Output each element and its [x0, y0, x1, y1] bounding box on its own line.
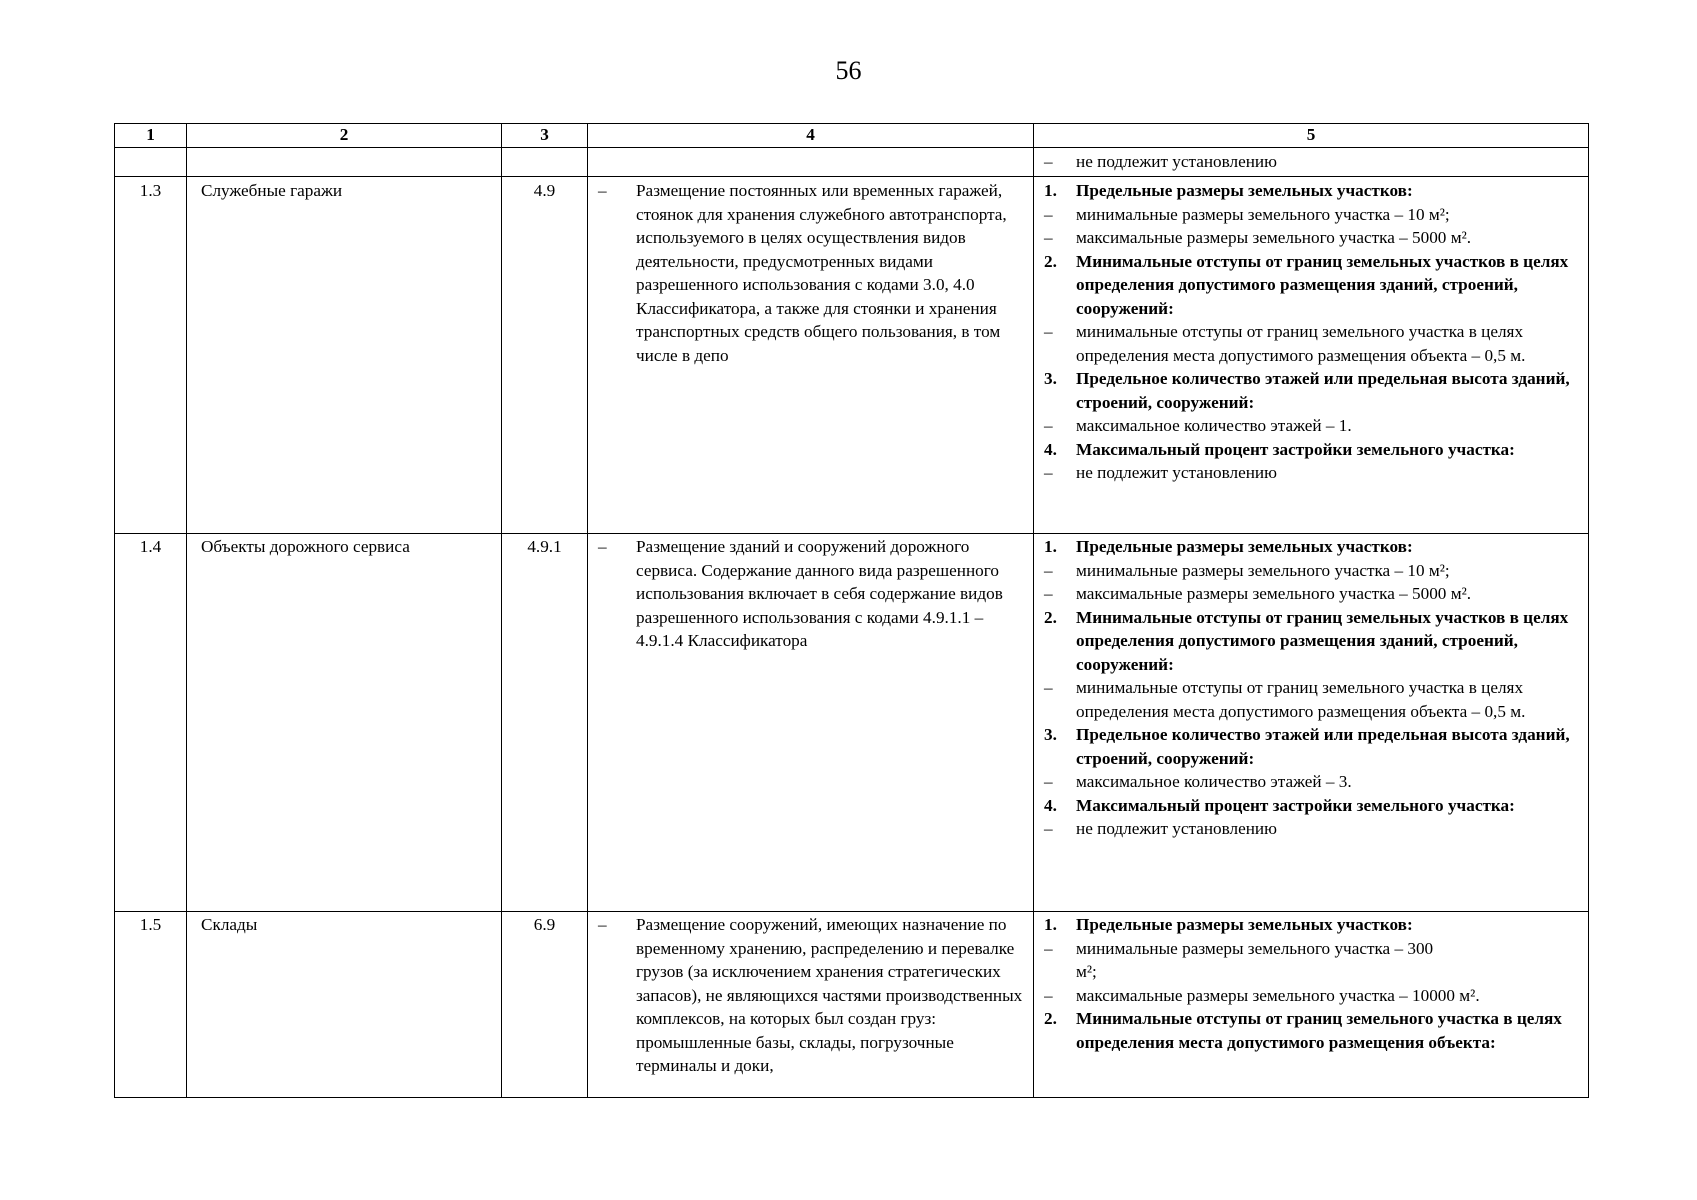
list-text: Минимальные отступы от границ земельных участков в целях определения допустимого размещения зданий, строений, сооружений:: [1076, 251, 1569, 318]
list-marker: –: [598, 915, 607, 934]
list-item: [1044, 606, 1582, 677]
list-item: [1044, 179, 1582, 203]
list-marker: –: [1044, 985, 1053, 1005]
list-item: [1044, 535, 1582, 559]
list-marker: 2.: [1044, 607, 1057, 627]
list-marker: 2.: [1044, 251, 1057, 271]
list-text: не подлежит установлению: [1076, 819, 1277, 838]
row-number: 1.3: [115, 177, 187, 534]
table-cell: [187, 148, 502, 177]
description-text: Размещение зданий и сооружений дорожного сервиса. Содержание данного вида разрешенного использования включает в себя содержание видов разрешенного использования с кодами 4.9.1.1 – 4.9.1.4 Классификатора: [636, 537, 1003, 650]
table-row: [115, 177, 1589, 534]
list-marker: 1.: [1044, 181, 1057, 200]
list-item: [1044, 794, 1582, 818]
table-cell: [115, 148, 187, 177]
list-text: максимальные размеры земельного участка – 5000 м².: [1076, 228, 1472, 247]
list-item: [1044, 913, 1582, 937]
table-cell: [588, 148, 1034, 177]
continuation-row: [115, 148, 1589, 177]
params-cell: [1034, 534, 1589, 912]
list-item: [1044, 770, 1582, 794]
list-item: [596, 179, 1025, 367]
list-item: [1044, 250, 1582, 321]
list-item: [1044, 1007, 1582, 1054]
row-name: Склады: [187, 912, 502, 1098]
row-number: 1.4: [115, 534, 187, 912]
list-item: [1044, 438, 1582, 462]
list-item: [1044, 320, 1582, 367]
list-marker: 3.: [1044, 369, 1057, 388]
list-text: минимальные размеры земельного участка – 300 м²;: [1076, 938, 1434, 981]
list-text: минимальные отступы от границ земельного участка в целях определения места допустимого размещения объекта – 0,5 м.: [1076, 322, 1526, 365]
list-item: [1044, 984, 1582, 1008]
list-item: [1044, 226, 1582, 250]
description-text: Размещение постоянных или временных гаражей, стоянок для хранения служебного автотранспорта, используемого в целях осуществления видов деятельности, предусмотренных видами разрешенного использования с кодами 3.0, 4.0 Классификатора, а также для стоянки и хранения транспортных средств общего пользования, в том числе в депо: [636, 181, 1007, 365]
list-text: не подлежит установлению: [1076, 463, 1277, 482]
row-code: 6.9: [502, 912, 588, 1098]
column-header: 2: [187, 124, 502, 148]
list-item: [1044, 817, 1582, 841]
list-text: максимальное количество этажей – 1.: [1076, 416, 1352, 435]
list-marker: –: [1044, 819, 1053, 838]
list-marker: –: [598, 537, 607, 556]
list-item: [1044, 367, 1582, 414]
list-marker: –: [1044, 584, 1053, 603]
column-header: 1: [115, 124, 187, 148]
list-text: минимальные отступы от границ земельного участка в целях определения места допустимого размещения объекта – 0,5 м.: [1076, 678, 1526, 721]
list-text: Минимальные отступы от границ земельных участков в целях определения допустимого размещения зданий, строений, сооружений:: [1076, 607, 1569, 674]
row-description: [588, 912, 1034, 1098]
table-row: [115, 912, 1589, 1098]
list-text: Предельное количество этажей или предельная высота зданий, строений, сооружений:: [1076, 369, 1570, 412]
row-description: [588, 534, 1034, 912]
list-text: Максимальный процент застройки земельного участка:: [1076, 439, 1515, 459]
list-marker: 1.: [1044, 915, 1057, 934]
table-cell: [502, 148, 588, 177]
list-item: [1044, 414, 1582, 438]
list-marker: 2.: [1044, 1009, 1057, 1028]
list-text: Предельные размеры земельных участков:: [1076, 915, 1413, 934]
list-text: Максимальный процент застройки земельного участка:: [1076, 795, 1515, 815]
list-item: [1044, 559, 1582, 583]
list-marker: –: [1044, 560, 1053, 580]
row-name: Объекты дорожного сервиса: [187, 534, 502, 912]
params-cell: [1034, 912, 1589, 1098]
list-item: [596, 535, 1025, 653]
land-use-table: [114, 123, 1589, 1098]
list-marker: –: [598, 181, 607, 200]
list-marker: 4.: [1044, 795, 1057, 815]
row-number: 1.5: [115, 912, 187, 1098]
list-item: [1044, 150, 1582, 174]
list-item: [1044, 937, 1582, 984]
column-header: 4: [588, 124, 1034, 148]
column-header: 3: [502, 124, 588, 148]
table-row: [115, 534, 1589, 912]
list-text: минимальные размеры земельного участка – 10 м²;: [1076, 560, 1450, 580]
list-text: Предельные размеры земельных участков:: [1076, 537, 1413, 556]
list-text: Предельное количество этажей или предельная высота зданий, строений, сооружений:: [1076, 725, 1570, 768]
list-marker: –: [1044, 152, 1053, 171]
list-marker: –: [1044, 938, 1053, 958]
list-marker: –: [1044, 678, 1053, 697]
page-number: 56: [835, 56, 862, 85]
list-item: [1044, 203, 1582, 227]
list-item: [1044, 582, 1582, 606]
list-marker: 3.: [1044, 725, 1057, 744]
list-item: [1044, 676, 1582, 723]
list-marker: –: [1044, 228, 1053, 247]
list-text: максимальные размеры земельного участка – 5000 м².: [1076, 584, 1472, 603]
list-item: [1044, 461, 1582, 485]
params-cell: [1034, 177, 1589, 534]
list-text: Минимальные отступы от границ земельного участка в целях определения места допустимого размещения объекта:: [1076, 1009, 1562, 1052]
row-description: [588, 177, 1034, 534]
list-marker: –: [1044, 322, 1053, 341]
row-code: 4.9: [502, 177, 588, 534]
row-name: Служебные гаражи: [187, 177, 502, 534]
list-marker: –: [1044, 463, 1053, 482]
column-header: 5: [1034, 124, 1589, 148]
list-item: [1044, 723, 1582, 770]
params-cell: [1034, 148, 1589, 177]
row-code: 4.9.1: [502, 534, 588, 912]
list-text: минимальные размеры земельного участка – 10 м²;: [1076, 204, 1450, 224]
list-item: [596, 913, 1025, 1078]
list-text: не подлежит установлению: [1076, 152, 1277, 171]
list-marker: –: [1044, 772, 1053, 791]
description-text: Размещение сооружений, имеющих назначение по временному хранению, распределению и перевалке грузов (за исключением хранения стратегических запасов), не являющихся частями производственных комплексов, на которых был создан груз: промышленные базы, склады, погрузочные терминалы и доки,: [636, 915, 1023, 1075]
list-marker: –: [1044, 204, 1053, 224]
table-header-row: [115, 124, 1589, 148]
list-marker: –: [1044, 416, 1053, 435]
list-text: максимальное количество этажей – 3.: [1076, 772, 1352, 791]
list-text: Предельные размеры земельных участков:: [1076, 181, 1413, 200]
list-marker: 1.: [1044, 537, 1057, 556]
list-marker: 4.: [1044, 439, 1057, 459]
list-text: максимальные размеры земельного участка – 10000 м².: [1076, 985, 1480, 1005]
